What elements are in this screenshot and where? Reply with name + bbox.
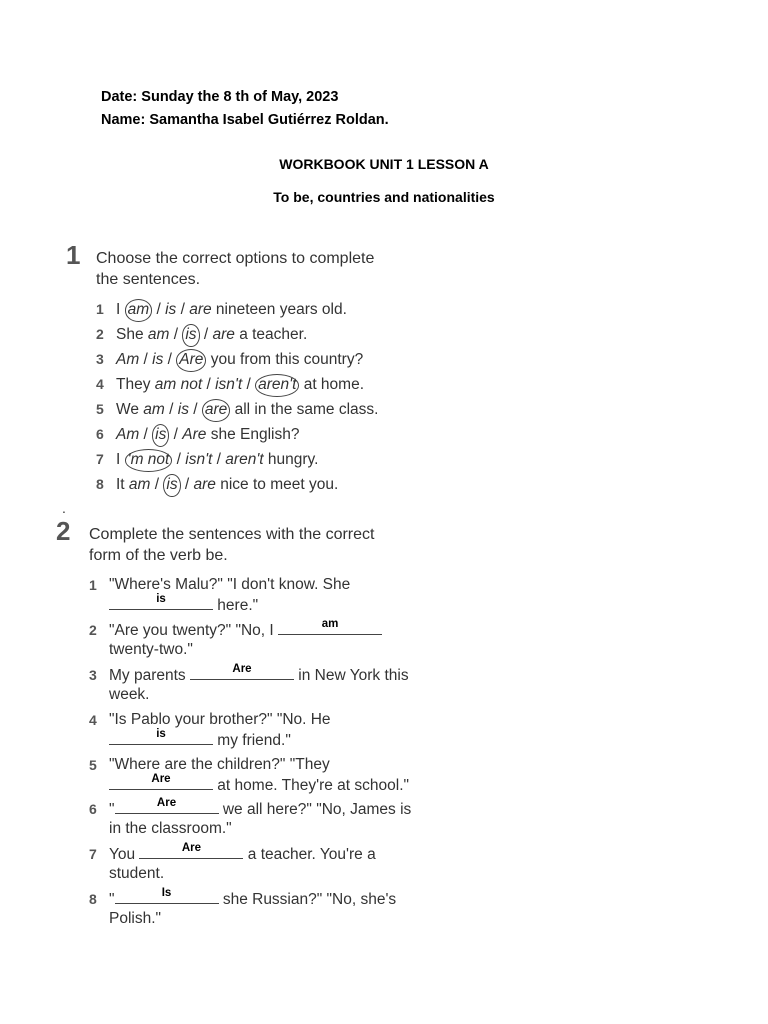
ex1-item-number: 5 <box>96 401 104 417</box>
option-3[interactable]: are <box>193 476 216 493</box>
sentence-text: It <box>116 476 129 493</box>
exercise-2-instruction-line2: form of the verb be. <box>89 547 228 564</box>
ex2-item-text: "Where's Malu?" "I don't know. She <box>109 576 351 593</box>
answer-blank[interactable] <box>109 730 213 745</box>
ex2-item-text: a teacher. You're a <box>243 846 376 863</box>
answer-blank[interactable] <box>278 620 382 635</box>
sentence-text: / <box>202 376 216 393</box>
exercise-1-instruction <box>96 248 436 290</box>
option-3-circled[interactable]: are <box>202 399 230 422</box>
sentence-text: nice to meet you. <box>215 476 339 493</box>
sentence-text: you from this country? <box>206 351 364 368</box>
ex2-item-number: 6 <box>89 801 97 817</box>
answer-text: Is <box>161 887 172 899</box>
sentence-text: hungry. <box>263 451 319 468</box>
answer-blank[interactable] <box>139 844 243 859</box>
answer-blank[interactable] <box>115 799 219 814</box>
sentence-text: at home. <box>299 376 365 393</box>
option-3[interactable]: are <box>212 326 235 343</box>
exercise-2-number: 2 <box>56 516 71 546</box>
answer-blank[interactable] <box>109 775 213 790</box>
sentence-text: / <box>242 376 256 393</box>
sentence-text: / <box>139 426 153 443</box>
answer-text: Are <box>232 663 252 675</box>
ex2-item-text: Polish." <box>109 910 162 927</box>
sentence-text: They <box>116 376 155 393</box>
option-2[interactable]: isn't <box>215 376 243 393</box>
sentence-text: We <box>116 401 144 418</box>
ex2-item-text: " <box>109 801 115 818</box>
sentence-text: / <box>188 401 202 418</box>
option-1-circled[interactable]: am <box>125 299 153 322</box>
sentence-text: She <box>116 326 148 343</box>
ex2-item-text: My parents <box>109 667 190 684</box>
ex1-item-sentence <box>116 449 318 472</box>
ex2-item-text: "Where are the children?" "They <box>109 756 330 773</box>
option-3-circled[interactable]: aren't <box>255 374 299 397</box>
sentence-text: all in the same class. <box>230 401 379 418</box>
sentence-text: / <box>212 451 226 468</box>
ex1-item-number: 2 <box>96 326 104 342</box>
option-1[interactable]: am not <box>154 376 203 393</box>
worksheet-subtitle: To be, countries and nationalities <box>273 189 495 205</box>
exercise-1-instruction-line1: Choose the correct options to complete <box>96 250 375 267</box>
sentence-text: / <box>163 351 177 368</box>
sentence-text: / <box>172 451 186 468</box>
option-2[interactable]: is <box>152 351 164 368</box>
exercise-2-instruction-line1: Complete the sentences with the correct <box>89 526 375 543</box>
sentence-text: nineteen years old. <box>211 301 347 318</box>
ex2-item-text: "Is Pablo your brother?" "No. He <box>109 711 331 728</box>
separator-dot: . <box>62 500 66 516</box>
ex2-item-text: twenty-two." <box>109 641 193 658</box>
ex2-item-number: 2 <box>89 622 97 638</box>
ex1-item-sentence <box>116 424 299 447</box>
ex1-item-sentence <box>116 399 378 422</box>
name-line: Name: Samantha Isabel Gutiérrez Roldan. <box>101 112 389 128</box>
ex2-item-text: at home. They're at school." <box>213 777 409 794</box>
option-1[interactable]: am <box>143 401 165 418</box>
ex1-item-number: 7 <box>96 451 104 467</box>
ex2-item-number: 3 <box>89 667 97 683</box>
ex2-item-number: 7 <box>89 846 97 862</box>
ex2-item-text: in the classroom." <box>109 820 232 837</box>
ex2-item-text: my friend." <box>213 732 291 749</box>
exercise-1-number: 1 <box>66 240 81 270</box>
sentence-text: / <box>176 301 190 318</box>
sentence-text: / <box>150 476 164 493</box>
ex1-item-sentence <box>116 349 363 372</box>
ex1-item-number: 8 <box>96 476 104 492</box>
option-1-circled[interactable]: 'm not <box>125 449 173 472</box>
ex2-item-number: 5 <box>89 757 97 773</box>
ex2-item-number: 8 <box>89 891 97 907</box>
sentence-text: / <box>139 351 153 368</box>
worksheet-title: WORKBOOK UNIT 1 LESSON A <box>279 156 489 172</box>
ex2-item-text: " <box>109 891 115 908</box>
option-3[interactable]: Are <box>182 426 207 443</box>
answer-text: Are <box>151 773 171 785</box>
answer-blank[interactable] <box>115 889 219 904</box>
sentence-text: / <box>169 426 183 443</box>
ex1-item-number: 4 <box>96 376 104 392</box>
date-line: Date: Sunday the 8 th of May, 2023 <box>101 89 339 105</box>
option-2-circled[interactable]: is <box>182 324 199 347</box>
sentence-text: she English? <box>206 426 300 443</box>
ex1-item-sentence <box>116 374 364 397</box>
option-1[interactable]: Am <box>116 351 140 368</box>
answer-text: am <box>321 618 339 630</box>
ex2-item-number: 4 <box>89 712 97 728</box>
sentence-text: / <box>164 401 178 418</box>
ex2-item-text: she Russian?" "No, she's <box>218 891 397 908</box>
ex1-item-sentence <box>116 474 338 497</box>
option-1[interactable]: am <box>128 476 151 493</box>
sentence-text: / <box>180 476 194 493</box>
option-3-circled[interactable]: Are <box>176 349 206 372</box>
ex2-item-text: week. <box>109 686 150 703</box>
option-2[interactable]: isn't <box>185 451 213 468</box>
option-2-circled[interactable]: is <box>163 474 180 497</box>
exercise-2-instruction <box>89 524 429 566</box>
option-2[interactable]: is <box>177 401 189 418</box>
sentence-text: I <box>116 451 125 468</box>
answer-text: is <box>156 593 166 605</box>
answer-text: is <box>156 728 166 740</box>
ex2-item-number: 1 <box>89 577 97 593</box>
option-2[interactable]: is <box>165 301 177 318</box>
option-3[interactable]: aren't <box>225 451 264 468</box>
ex1-item-sentence <box>116 299 347 322</box>
option-3[interactable]: are <box>189 301 212 318</box>
option-1[interactable]: Am <box>116 426 140 443</box>
ex2-item-text: here." <box>213 597 259 614</box>
sentence-text: / <box>169 326 183 343</box>
ex2-item-text: You <box>109 846 140 863</box>
ex1-item-number: 1 <box>96 301 104 317</box>
ex1-item-number: 6 <box>96 426 104 442</box>
answer-text: Are <box>181 842 202 854</box>
option-2-circled[interactable]: is <box>152 424 169 447</box>
ex2-item-text: in New York this <box>293 667 409 684</box>
sentence-text: a teacher. <box>234 326 308 343</box>
ex2-item-text: we all here?" "No, James is <box>218 801 412 818</box>
answer-blank[interactable] <box>109 595 213 610</box>
option-1[interactable]: am <box>147 326 170 343</box>
answer-blank[interactable] <box>190 665 294 680</box>
answer-text: Are <box>156 797 177 809</box>
exercise-1-instruction-line2: the sentences. <box>96 271 201 288</box>
ex1-item-number: 3 <box>96 351 104 367</box>
ex1-item-sentence <box>116 324 307 347</box>
sentence-text: / <box>199 326 213 343</box>
sentence-text: / <box>152 301 166 318</box>
sentence-text: I <box>116 301 125 318</box>
ex2-item-text: "Are you twenty?" "No, I <box>109 622 278 639</box>
ex2-item-text: student. <box>109 865 165 882</box>
